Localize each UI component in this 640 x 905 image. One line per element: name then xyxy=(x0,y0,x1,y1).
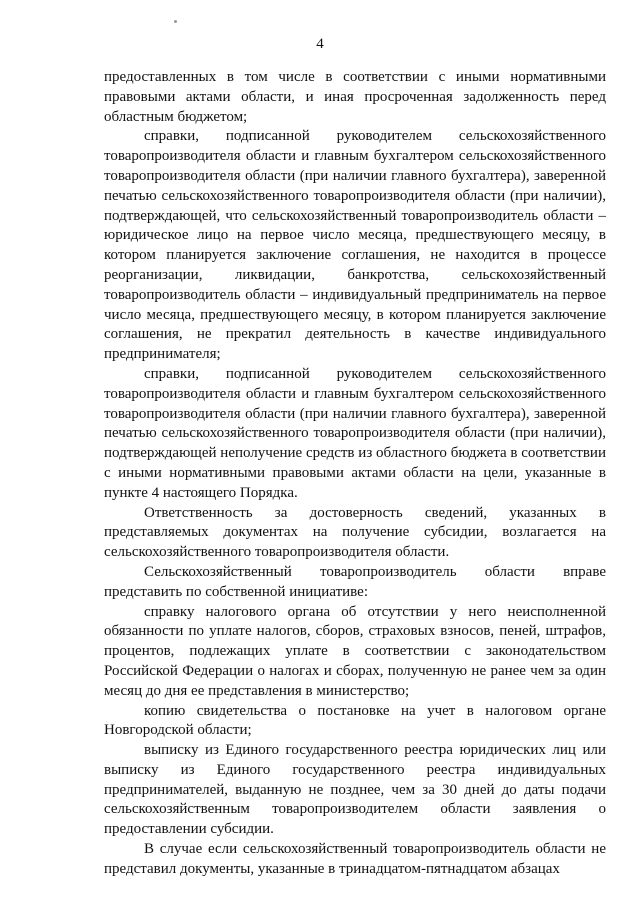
paragraph-4: Ответственность за достоверность сведений, указанных в представляемых документах на получение субсидии, возлагается на сельскохозяйственного товаропроизводителя области. xyxy=(104,504,606,561)
page-number: 4 xyxy=(316,36,324,52)
paragraph-3: справки, подписанной руководителем сельскохозяйственного товаропроизводителя области и главным бухгалтером сельскохозяйственного товаропроизводителя области (при наличии главного бухгалтера), заверенной печатью сельскохозяйственного товаропроизводителя области (при наличии), подтверждающей неполучение средств из областного бюджета в соответствии с иными нормативными правовыми актами области на цели, указанные в пункте 4 настоящего Порядка. xyxy=(104,365,606,501)
paragraph-6: справку налогового органа об отсутствии у него неисполненной обязанности по уплате налогов, сборов, страховых взносов, пеней, штрафов, процентов, подлежащих уплате в соответствии с законодательством Российской Федерации о налогах и сборах, полученную не ранее чем за один месяц до дня ее представления в министерство; xyxy=(104,603,606,699)
paragraph-7: копию свидетельства о постановке на учет в налоговом органе Новгородской области; xyxy=(104,702,606,739)
paragraph-9: В случае если сельскохозяйственный товаропроизводитель области не представил документы, указанные в тринадцатом-пятнадцатом абзацах xyxy=(104,841,606,877)
paragraph-5: Сельскохозяйственный товаропроизводитель области вправе представить по собственной инициативе: xyxy=(104,563,606,600)
paragraph-1: предоставленных в том числе в соответствии с иными нормативными правовыми актами области, и иная просроченная задолженность перед областным бюджетом; xyxy=(104,69,606,125)
scan-dot xyxy=(174,20,177,23)
document-body xyxy=(104,68,606,880)
paragraph-2: справки, подписанной руководителем сельскохозяйственного товаропроизводителя области и главным бухгалтером сельскохозяйственного товаропроизводителя области (при наличии главного бухгалтера), заверенной печатью сельскохозяйственного товаропроизводителя области (при наличии), подтверждающей, что сельскохозяйственный товаропроизводитель области – юридическое лицо на первое число месяца, предшествующего месяцу, в котором планируется заключение соглашения, не находится в процессе реорганизации, ликвидации, банкротства, сельскохозяйственный товаропроизводитель области – индивидуальный предприниматель на первое число месяца, предшествующего месяцу, в котором планируется заключение соглашения, не прекратил деятельность в качестве индивидуального предпринимателя; xyxy=(104,128,606,363)
paragraph-8: выписку из Единого государственного реестра юридических лиц или выписку из Единого государственного реестра индивидуальных предпринимателей, выданную не позднее, чем за 30 дней до даты подачи сельскохозяйственным товаропроизводителем области заявления о предоставлении субсидии. xyxy=(104,742,606,838)
